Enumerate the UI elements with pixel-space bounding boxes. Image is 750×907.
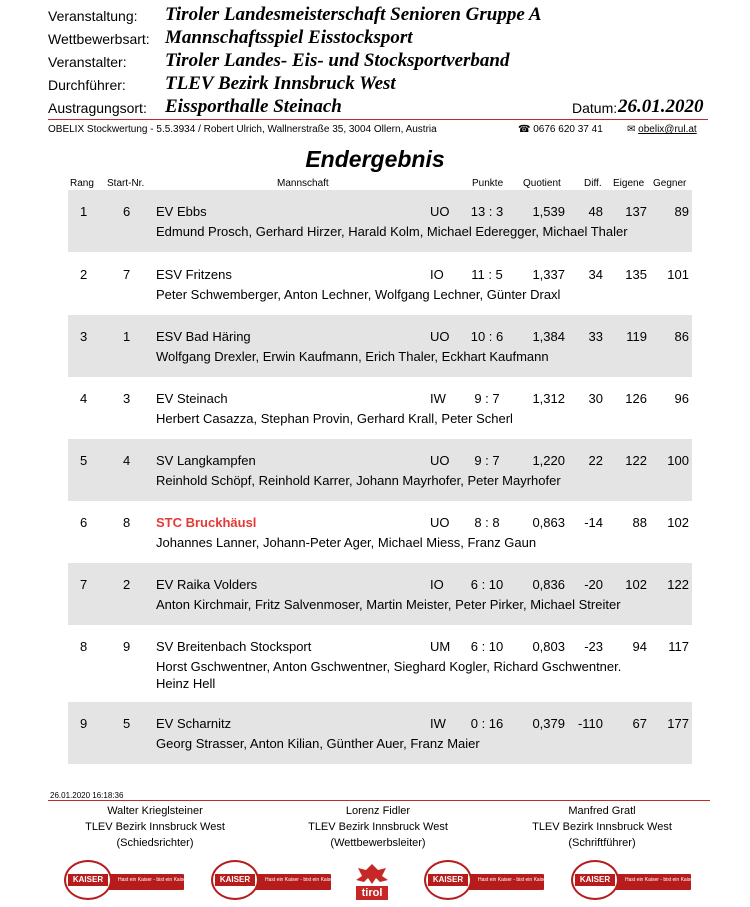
own-score-cell: 67 [632,716,647,731]
signature-role: (Wettbewerbsleiter) [330,837,426,849]
diff-cell: 33 [588,329,603,344]
opponent-score-cell: 89 [674,204,689,219]
rank-cell: 8 [80,639,88,654]
table-row [68,439,692,501]
diff-cell: -23 [584,639,603,654]
signature [278,803,478,851]
own-score-cell: 88 [632,515,647,530]
kaiser-emblem [424,860,472,900]
phone-icon: ☎ [518,124,531,135]
diff-cell: -14 [584,515,603,530]
start-number-cell: 6 [123,204,131,219]
table-row [68,563,692,625]
rank-cell: 4 [80,391,88,406]
table-row [68,501,692,563]
start-number-cell: 1 [123,329,131,344]
players-line: Anton Kirchmair, Fritz Salvenmoser, Martin Meister, Peter Pirker, Michael Streiter [156,597,621,612]
points-cell: 13 : 3 [470,204,504,219]
opponent-score-cell: 177 [667,716,689,731]
region-cell: UO [430,329,450,344]
signature-name: Manfred Gratl [568,805,636,817]
signature [502,803,702,851]
quotient-cell: 1,220 [532,453,565,468]
date-label: Datum: [572,100,618,116]
players-line: Horst Gschwentner, Anton Gschwentner, Sieghard Kogler, Richard Gschwentner. [156,659,622,674]
opponent-score-cell: 117 [668,639,689,654]
opponent-score-cell: 96 [674,391,689,406]
kaiser-emblem [64,860,112,900]
quotient-cell: 0,863 [532,515,565,530]
quotient-cell: 1,337 [532,267,565,282]
quotient-cell: 1,539 [532,204,565,219]
region-cell: UM [430,639,451,654]
points-cell: 6 : 10 [470,639,504,654]
signature-org: TLEV Bezirk Innsbruck West [308,821,448,833]
team-name-cell: STC Bruckhäusl [156,515,257,530]
team-name-cell: EV Ebbs [156,204,207,219]
own-score-cell: 126 [625,391,647,406]
diff-cell: -20 [584,577,603,592]
quotient-cell: 0,836 [532,577,565,592]
col-own: Eigene [613,178,645,189]
kaiser-wordmark: KAISER [68,874,108,886]
kaiser-emblem [571,860,619,900]
header-label: Austragungsort: [48,100,147,116]
table-row [68,702,692,764]
header-label: Durchführer: [48,77,126,93]
start-number-cell: 2 [123,577,131,592]
col-diff: Diff. [584,178,602,189]
points-cell: 9 : 7 [474,391,500,406]
quotient-cell: 0,379 [532,716,565,731]
signature [55,803,255,851]
team-name-cell: ESV Fritzens [156,267,232,282]
players-line: Reinhold Schöpf, Reinhold Karrer, Johann Mayrhofer, Peter Mayrhofer [156,473,561,488]
own-score-cell: 122 [625,453,647,468]
kaiser-slogan: Hast ein Kaiser - bist ein Kaiser [478,877,548,883]
region-cell: IO [430,267,444,282]
opponent-score-cell: 102 [667,515,689,530]
quotient-cell: 0,803 [532,639,565,654]
table-row [68,190,692,252]
diff-cell: -110 [577,716,603,731]
opponent-score-cell: 122 [667,577,689,592]
rank-cell: 7 [80,577,88,592]
own-score-cell: 135 [625,267,647,282]
rank-cell: 3 [80,329,88,344]
signature-org: TLEV Bezirk Innsbruck West [532,821,672,833]
start-number-cell: 9 [123,639,131,654]
diff-cell: 34 [588,267,603,282]
team-name-cell: SV Langkampfen [156,453,256,468]
kaiser-wordmark: KAISER [215,874,255,886]
opponent-score-cell: 100 [667,453,689,468]
region-cell: UO [430,453,450,468]
region-cell: IO [430,577,444,592]
table-row [68,377,692,439]
col-points: Punkte [472,178,504,189]
email-address[interactable]: obelix@rul.at [638,124,697,135]
region-cell: IW [430,716,446,731]
rank-cell: 5 [80,453,88,468]
footer-divider [48,800,710,801]
phone-contact [518,124,603,135]
kaiser-beer-logo [58,860,186,900]
table-row [68,625,692,702]
header-value: Tiroler Landesmeisterschaft Senioren Gruppe A [165,4,542,25]
col-opp: Gegner [653,178,687,189]
region-cell: UO [430,204,450,219]
players-line: Herbert Casazza, Stephan Provin, Gerhard Krall, Peter Scherl [156,411,513,426]
players-line: Edmund Prosch, Gerhard Hirzer, Harald Kolm, Michael Ederegger, Michael Thaler [156,224,628,239]
start-number-cell: 5 [123,716,131,731]
players-line: Wolfgang Drexler, Erwin Kaufmann, Erich Thaler, Eckhart Kaufmann [156,349,549,364]
header-label: Wettbewerbsart: [48,31,150,47]
own-score-cell: 94 [632,639,647,654]
header-label: Veranstalter: [48,54,127,70]
players-line: Georg Strasser, Anton Kilian, Günther Auer, Franz Maier [156,736,480,751]
start-number-cell: 4 [123,453,131,468]
signature-name: Walter Krieglsteiner [107,805,203,817]
points-cell: 11 : 5 [471,267,503,282]
diff-cell: 30 [588,391,603,406]
kaiser-wordmark: KAISER [575,874,615,886]
kaiser-slogan: Hast ein Kaiser - bist ein Kaiser [118,877,188,883]
players-line: Peter Schwemberger, Anton Lechner, Wolfgang Lechner, Günter Draxl [156,287,561,302]
quotient-cell: 1,312 [532,391,565,406]
signature-org: TLEV Bezirk Innsbruck West [85,821,225,833]
signature-name: Lorenz Fidler [345,805,411,817]
rank-cell: 2 [80,267,88,282]
points-cell: 6 : 10 [470,577,504,592]
players-line: Heinz Hell [156,676,216,691]
points-cell: 0 : 16 [470,716,504,731]
date-value: 26.01.2020 [618,96,704,117]
phone-number: 0676 620 37 41 [533,124,603,135]
kaiser-beer-logo [565,860,693,900]
opponent-score-cell: 101 [667,267,689,282]
team-name-cell: EV Steinach [156,391,228,406]
points-cell: 8 : 8 [474,515,500,530]
header-divider [48,119,708,120]
own-score-cell: 102 [625,577,647,592]
region-cell: IW [430,391,446,406]
kaiser-beer-logo [418,860,546,900]
tirol-wordmark: tirol [361,887,383,899]
header-value: Tiroler Landes- Eis- und Stocksportverband [165,50,510,71]
kaiser-slogan: Hast ein Kaiser - bist ein Kaiser [625,877,695,883]
own-score-cell: 137 [625,204,647,219]
team-name-cell: ESV Bad Häring [156,329,251,344]
signature-role: (Schriftführer) [568,837,636,849]
envelope-icon: ✉ [627,124,636,135]
start-number-cell: 7 [123,267,131,282]
opponent-score-cell: 86 [674,329,689,344]
rank-cell: 1 [80,204,88,219]
header-value: Eissporthalle Steinach [165,96,342,117]
kaiser-wordmark: KAISER [428,874,468,886]
team-name-cell: EV Raika Volders [156,577,258,592]
kaiser-emblem [211,860,259,900]
team-name-cell: SV Breitenbach Stocksport [156,639,312,654]
quotient-cell: 1,384 [532,329,565,344]
kaiser-slogan: Hast ein Kaiser - bist ein Kaiser [265,877,335,883]
start-number-cell: 3 [123,391,131,406]
diff-cell: 48 [588,204,603,219]
points-cell: 10 : 6 [470,329,504,344]
region-cell: UO [430,515,450,530]
rank-cell: 9 [80,716,88,731]
points-cell: 9 : 7 [474,453,500,468]
software-info: OBELIX Stockwertung - 5.5.3934 / Robert Ulrich, Wallnerstraße 35, 3004 Ollern, Austria [48,124,437,135]
header-label: Veranstaltung: [48,8,138,24]
col-rang: Rang [70,178,94,189]
email-contact [627,124,697,135]
header-value: Mannschaftsspiel Eisstocksport [165,27,413,48]
team-name-cell: EV Scharnitz [156,716,232,731]
col-quotient: Quotient [523,178,561,189]
diff-cell: 22 [588,453,603,468]
timestamp: 26.01.2020 16:18:36 [50,791,124,800]
kaiser-beer-logo [205,860,333,900]
start-number-cell: 8 [123,515,131,530]
table-row [68,315,692,377]
rank-cell: 6 [80,515,88,530]
signature-role: (Schiedsrichter) [116,837,194,849]
col-start: Start-Nr. [107,178,145,189]
col-team: Mannschaft [277,178,329,189]
table-row [68,253,692,315]
header-value: TLEV Bezirk Innsbruck West [165,73,396,94]
page-title: Endergebnis [305,146,445,172]
players-line: Johannes Lanner, Johann-Peter Ager, Michael Miess, Franz Gaun [156,535,537,550]
own-score-cell: 119 [626,329,647,344]
tirol-logo [352,862,392,902]
